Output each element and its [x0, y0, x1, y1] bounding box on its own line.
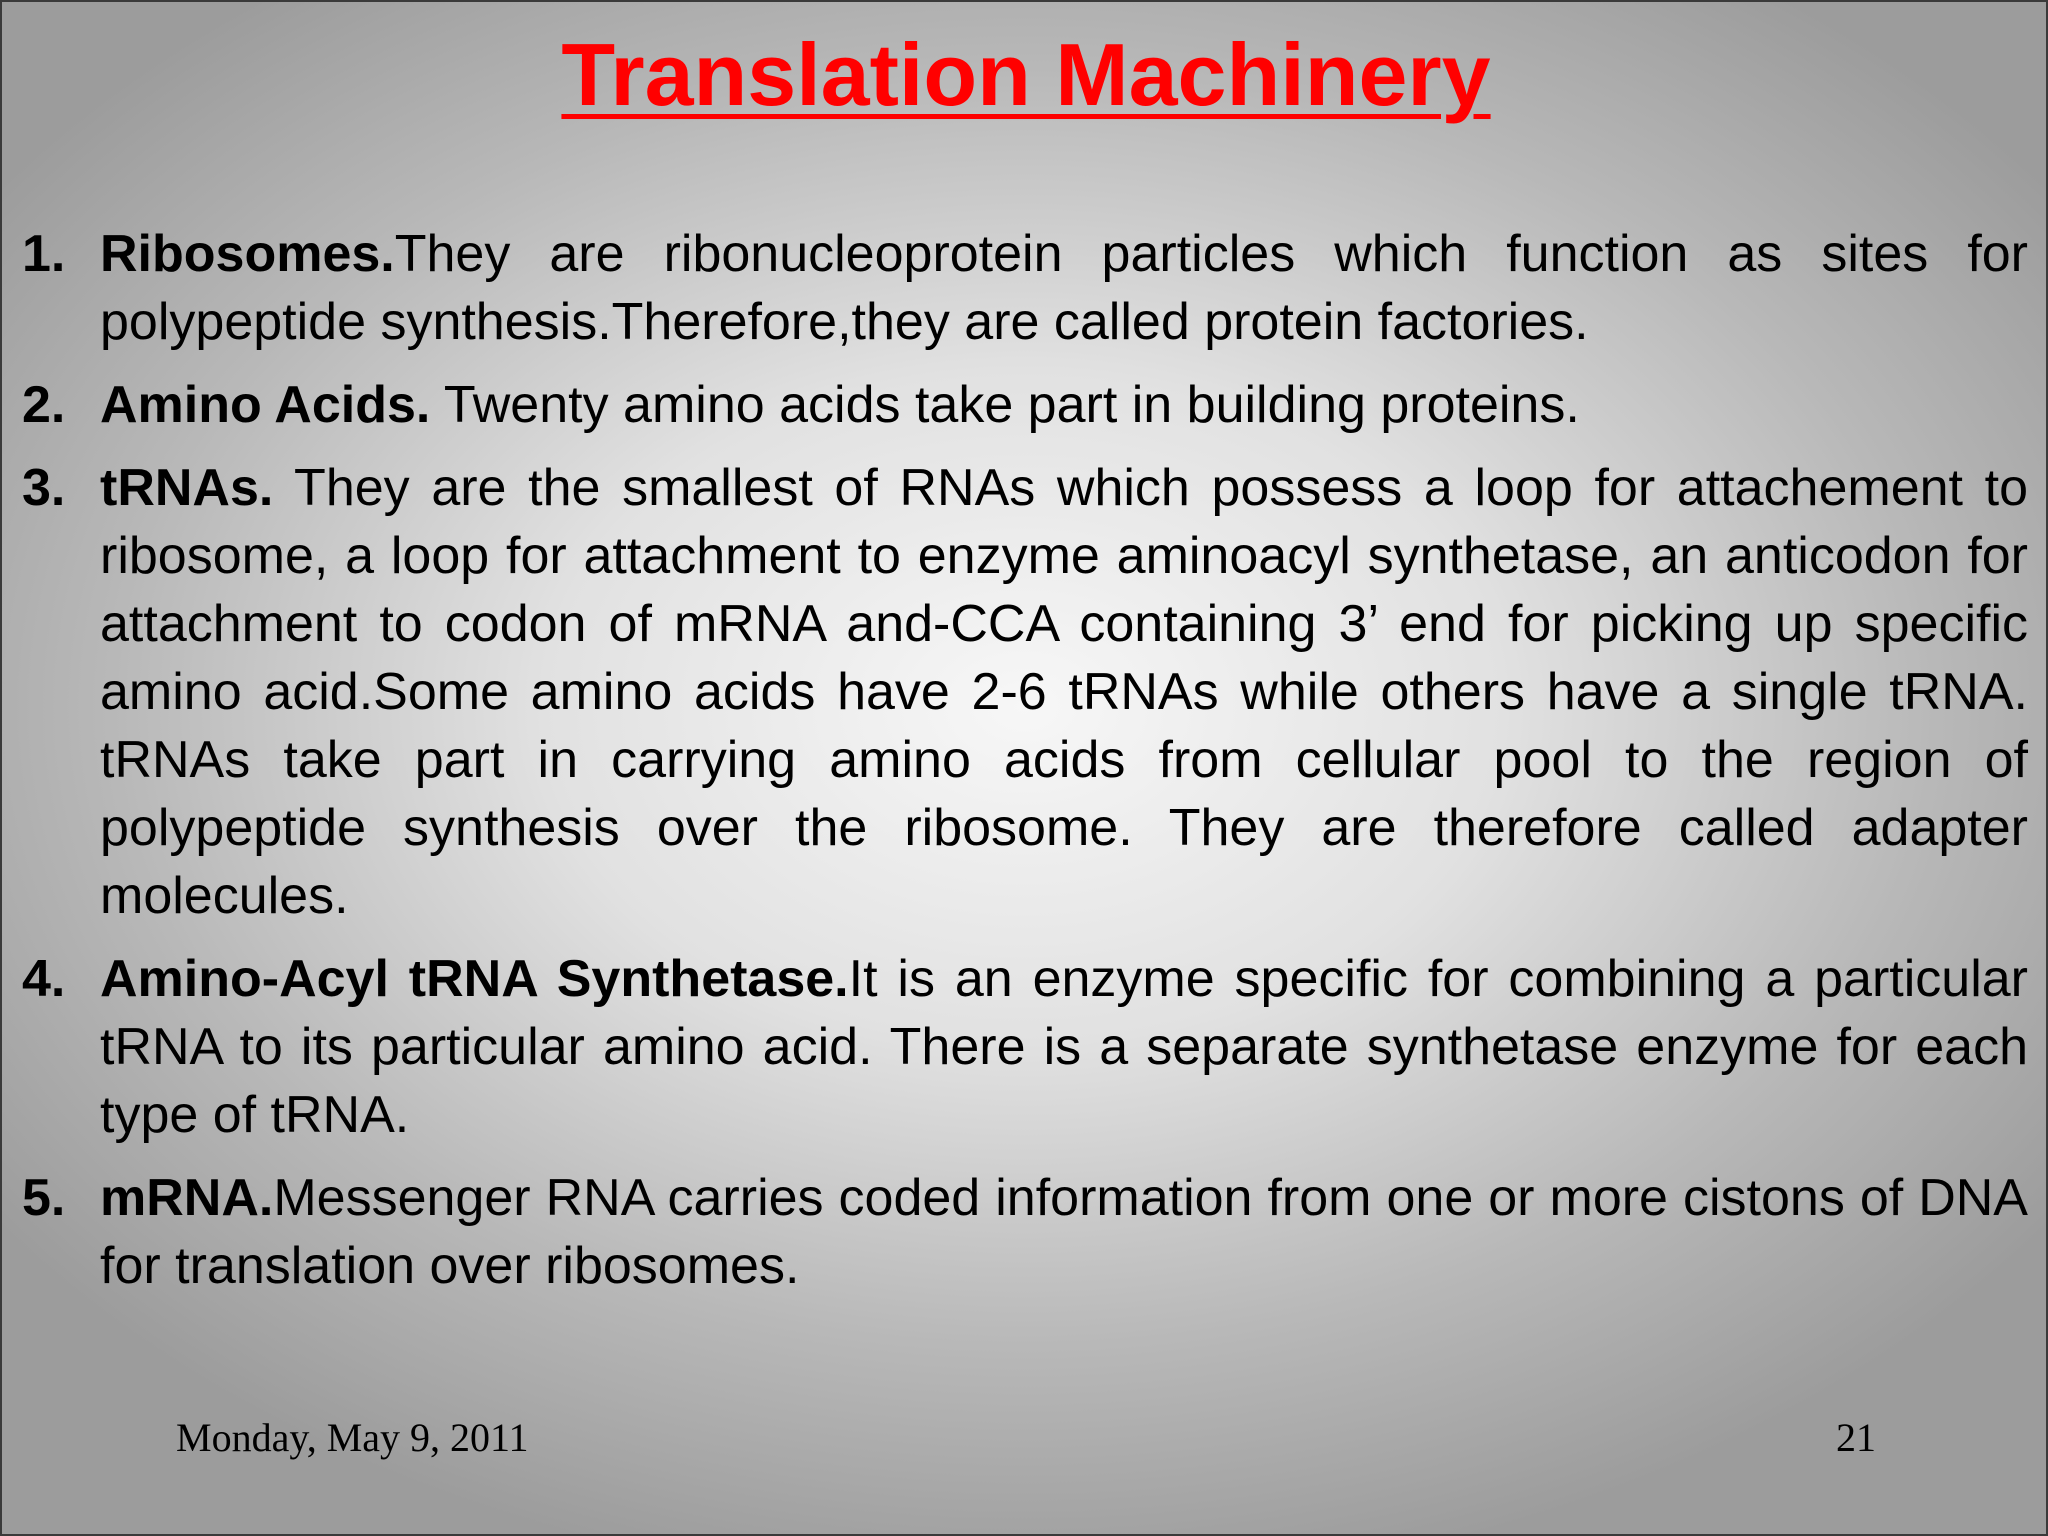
item-number: 4.	[22, 950, 66, 1008]
item-number: 3.	[22, 459, 66, 517]
item-term: tRNAs.	[100, 459, 274, 517]
item-text: It is an enzyme specific for combining a particular tRNA to its particular amino acid. There is a separate synthetase enzyme for each type of tRNA.	[100, 950, 2029, 1144]
item-text: They are the smallest of RNAs which possess a loop for attachement to ribosome, a loop for attachment to enzyme aminoacyl synthetase, an anticodon for attachment to codon of mRNA and-CCA containing 3’ end for picking up specific amino acid.Some amino acids have 2-6 tRNAs while others have a single tRNA. tRNAs take part in carrying amino acids from cellular pool to the region of polypeptide synthesis over the ribosome. They are therefore called adapter molecules.	[100, 459, 2028, 925]
item-text: They are ribonucleoprotein particles which function as sites for polypeptide synthesis.Therefore,they are called protein factories.	[100, 225, 2028, 351]
list-item-mrna	[22, 1164, 2028, 1300]
slide-title: Translation Machinery	[561, 25, 1491, 124]
item-term: mRNA.	[100, 1169, 274, 1227]
list-item-trnas	[22, 454, 2028, 930]
item-number: 1.	[22, 225, 66, 283]
list-item-ribosomes	[22, 220, 2028, 356]
item-text: Twenty amino acids take part in building proteins.	[430, 376, 1580, 434]
list-item-synthetase	[22, 945, 2028, 1149]
page-number: 21	[1836, 1415, 1876, 1460]
item-number: 2.	[22, 376, 66, 434]
item-text: Messenger RNA carries coded information from one or more cistons of DNA for translation over ribosomes.	[100, 1169, 2028, 1295]
list-item-amino-acids	[22, 371, 2028, 439]
item-list	[22, 220, 2028, 1315]
item-number: 5.	[22, 1169, 66, 1227]
footer-date: Monday, May 9, 2011	[176, 1415, 529, 1460]
item-term: Ribosomes.	[100, 225, 395, 283]
item-term: Amino Acids.	[100, 376, 431, 434]
item-term: Amino-Acyl tRNA Synthetase.	[100, 950, 849, 1008]
